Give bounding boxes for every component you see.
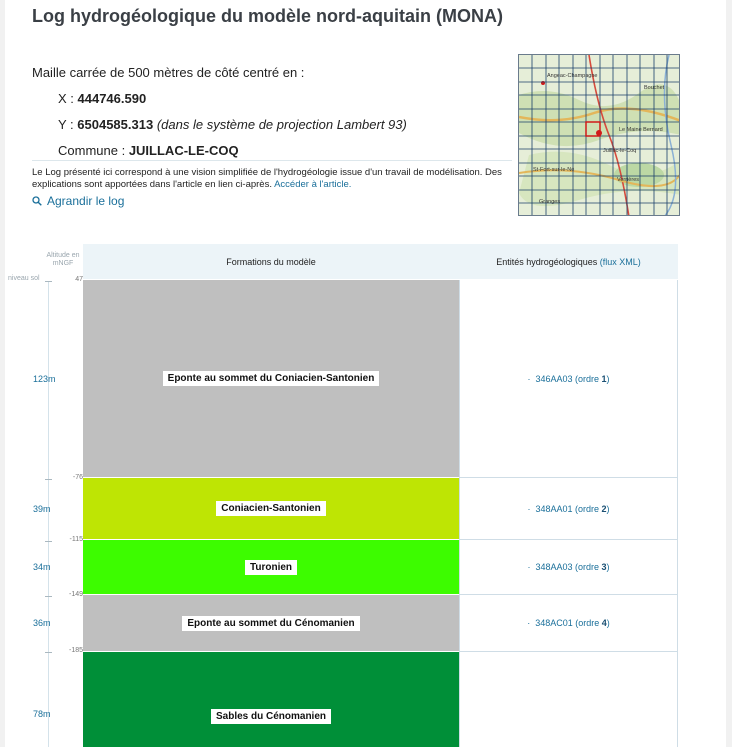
formations-header	[83, 244, 459, 279]
map-label-granges: Granges	[539, 199, 561, 205]
altitude-header: Altitude en mNGF	[46, 252, 80, 267]
entity-cell	[459, 280, 678, 478]
map-label-st-fort: St-Fort-sur-le-Né	[533, 167, 575, 173]
map-label-verrieres: Verrières	[617, 177, 640, 183]
layer-thickness: 123m	[33, 374, 56, 384]
enlarge-log-label: Agrandir le log	[47, 194, 125, 208]
page-card	[5, 0, 726, 747]
intro-text: Maille carrée de 500 mètres de côté centré en :	[32, 65, 305, 80]
layer-coniacien-santonien[interactable]	[83, 478, 459, 540]
map-label-maine-bernard: Le Maine Bernard	[619, 127, 663, 133]
layer-sables-cenomanien[interactable]	[83, 652, 459, 747]
altitude-value: 47	[75, 276, 83, 283]
commune-value: JUILLAC-LE-COQ	[128, 143, 239, 158]
altitude-value: -115	[69, 536, 83, 543]
layer-label: Eponte au sommet du Cénomanien	[182, 616, 359, 631]
x-label: X :	[58, 91, 78, 106]
entity-cell	[459, 652, 678, 747]
formations-header-label: Formations du modèle	[226, 256, 316, 267]
layer-label: Sables du Cénomanien	[211, 709, 331, 724]
altitude-tick	[45, 596, 52, 597]
commune-label: Commune :	[58, 143, 129, 158]
flux-xml-link[interactable]: (flux XML)	[599, 256, 641, 267]
layer-eponte-coniacien-santonien[interactable]	[83, 280, 459, 478]
note-text: Le Log présenté ici correspond à une vision simplifiée de l'hydrogéologie issue d'un travail de modélisation. Des explications sont apportées dans l'article en lien ci-après.	[32, 167, 502, 190]
altitude-tick	[45, 479, 52, 480]
altitude-axis	[48, 282, 49, 747]
layer-label: Coniacien-Santonien	[216, 501, 325, 516]
entites-header-label: Entités hydrogéologiques	[496, 256, 598, 267]
altitude-tick	[45, 281, 52, 282]
entity-link[interactable]: · 346AA03 (ordre 1)	[527, 373, 610, 384]
map-label-angeac: Angeac-Champagne	[547, 73, 598, 79]
x-value: 444746.590	[77, 91, 147, 106]
entity-cell	[459, 478, 678, 540]
layer-label: Eponte au sommet du Coniacien-Santonien	[163, 371, 380, 386]
entity-link[interactable]: · 348AA03 (ordre 3)	[527, 562, 610, 572]
altitude-value: -149	[68, 591, 83, 598]
map-label-juillac: Juillac-le-Coq	[603, 148, 637, 154]
article-link[interactable]: Accéder à l'article.	[274, 179, 352, 190]
projection-note: (dans le système de projection Lambert 93)	[156, 117, 407, 132]
entity-cell	[459, 595, 678, 652]
altitude-value: -185	[68, 647, 83, 654]
layer-thickness: 39m	[33, 504, 51, 514]
y-value: 6504585.313	[77, 117, 154, 132]
layer-eponte-cenomanien[interactable]	[83, 595, 459, 652]
entites-header	[459, 244, 678, 279]
layer-turonien[interactable]	[83, 540, 459, 595]
niveau-sol-label: niveau sol	[8, 275, 40, 282]
y-label: Y :	[58, 117, 78, 132]
page-title: Log hydrogéologique du modèle nord-aquitain (MONA)	[32, 6, 503, 26]
map-label-bouchet: Bouchet	[644, 85, 665, 91]
layer-thickness: 34m	[33, 562, 51, 572]
layer-thickness: 36m	[33, 618, 51, 628]
layer-label: Turonien	[245, 560, 297, 575]
layer-thickness: 78m	[33, 709, 51, 719]
entity-link[interactable]: · 348AA01 (ordre 2)	[527, 503, 610, 514]
entity-link[interactable]: · 348AC01 (ordre 4)	[527, 618, 610, 628]
hydro-log-table	[5, 0, 726, 747]
altitude-tick	[45, 541, 52, 542]
altitude-value: -76	[72, 474, 83, 481]
altitude-tick	[45, 652, 52, 653]
entity-cell	[459, 540, 678, 595]
